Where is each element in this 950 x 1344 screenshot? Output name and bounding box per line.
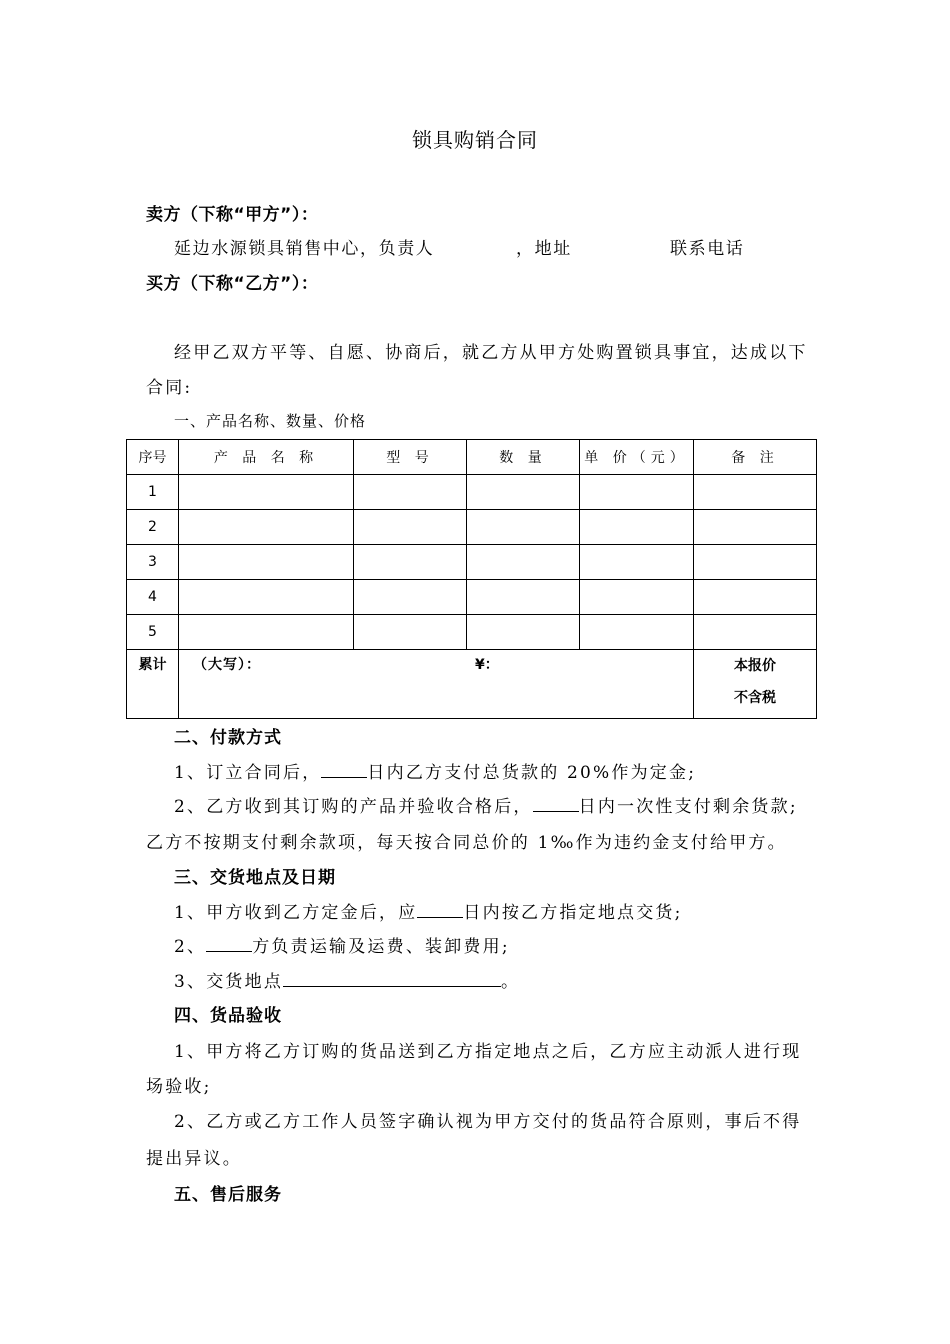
total-amount-cell[interactable] — [179, 650, 694, 719]
header-index: 序号 — [127, 440, 179, 475]
tax-remark-line-2: 不含税 — [734, 690, 776, 706]
header-unit-price: 单 价（元） — [580, 440, 694, 475]
table-row — [127, 475, 817, 510]
party-blank[interactable] — [206, 937, 252, 952]
header-remark: 备 注 — [694, 440, 817, 475]
intro-line-2: 合同: — [146, 378, 193, 398]
section-3-item-1-suffix: 日内按乙方指定地点交货; — [463, 903, 683, 923]
cell-unit-price[interactable] — [580, 615, 694, 650]
cell-model[interactable] — [354, 510, 467, 545]
seller-phone-label: 联系电话 — [670, 239, 745, 259]
cell-unit-price[interactable] — [580, 475, 694, 510]
section-4-heading: 四、货品验收 — [174, 1006, 282, 1026]
section-3-item-3 — [174, 967, 520, 992]
seller-name: 延边水源锁具销售中心，负责人 — [174, 239, 435, 259]
header-product-name: 产 品 名 称 — [179, 440, 354, 475]
days-blank[interactable] — [321, 763, 367, 778]
section-3-item-2-suffix: 方负责运输及运费、装卸费用; — [252, 937, 510, 957]
cell-remark[interactable] — [694, 545, 817, 580]
section-2-item-1 — [174, 758, 696, 783]
cell-product-name[interactable] — [179, 545, 354, 580]
cell-unit-price[interactable] — [580, 545, 694, 580]
days-blank[interactable] — [533, 797, 579, 812]
yen-amount-label: ¥： — [475, 657, 499, 673]
row-index: 5 — [127, 615, 179, 650]
cell-remark[interactable] — [694, 580, 817, 615]
cell-quantity[interactable] — [467, 580, 580, 615]
cell-model[interactable] — [354, 580, 467, 615]
row-index: 1 — [127, 475, 179, 510]
row-index: 2 — [127, 510, 179, 545]
uppercase-amount-label: （大写）： — [193, 657, 261, 673]
cell-model[interactable] — [354, 615, 467, 650]
tax-remark — [694, 650, 817, 719]
section-2-heading: 二、付款方式 — [174, 728, 282, 748]
tax-remark-line-1: 本报价 — [734, 658, 776, 674]
cell-product-name[interactable] — [179, 510, 354, 545]
section-2-item-2-prefix: 2、乙方收到其订购的产品并验收合格后， — [174, 797, 533, 817]
table-row — [127, 580, 817, 615]
section-2-item-2-line-2: 乙方不按期支付剩余款项，每天按合同总价的 1‰作为违约金支付给甲方。 — [146, 833, 787, 853]
table-row — [127, 545, 817, 580]
cell-product-name[interactable] — [179, 580, 354, 615]
section-4-item-1-line-2: 场验收; — [146, 1077, 212, 1097]
row-index: 4 — [127, 580, 179, 615]
header-model: 型 号 — [354, 440, 467, 475]
cell-remark[interactable] — [694, 615, 817, 650]
section-1-heading: 一、产品名称、数量、价格 — [174, 412, 367, 430]
table-row — [127, 510, 817, 545]
days-blank[interactable] — [417, 903, 463, 918]
table-total-row — [127, 650, 817, 719]
cell-unit-price[interactable] — [580, 580, 694, 615]
total-label: 累计 — [127, 650, 179, 719]
section-4-item-1-line-1: 1、甲方将乙方订购的货品送到乙方指定地点之后，乙方应主动派人进行现 — [174, 1042, 802, 1062]
section-4-item-2-line-1: 2、乙方或乙方工作人员签字确认视为甲方交付的货品符合原则，事后不得 — [174, 1112, 802, 1132]
section-2-item-1-suffix: 日内乙方支付总货款的 20%作为定金; — [367, 763, 697, 783]
section-3-item-3-suffix: 。 — [501, 972, 521, 992]
cell-unit-price[interactable] — [580, 510, 694, 545]
seller-label: 卖方（下称“甲方”）： — [146, 205, 319, 225]
section-3-item-1 — [174, 898, 683, 923]
document-title: 锁具购销合同 — [412, 128, 538, 152]
cell-product-name[interactable] — [179, 475, 354, 510]
cell-remark[interactable] — [694, 510, 817, 545]
cell-quantity[interactable] — [467, 615, 580, 650]
buyer-label: 买方（下称“乙方”）： — [146, 274, 319, 294]
section-4-item-2-line-2: 提出异议。 — [146, 1149, 242, 1169]
cell-model[interactable] — [354, 475, 467, 510]
cell-model[interactable] — [354, 545, 467, 580]
section-3-item-2 — [174, 932, 510, 957]
table-header-row — [127, 440, 817, 475]
section-3-item-3-prefix: 3、交货地点 — [174, 972, 284, 992]
cell-quantity[interactable] — [467, 510, 580, 545]
intro-line-1: 经甲乙双方平等、自愿、协商后，就乙方从甲方处购置锁具事宜，达成以下 — [174, 343, 808, 363]
delivery-location-blank[interactable] — [283, 972, 501, 987]
table-row — [127, 615, 817, 650]
header-quantity: 数 量 — [467, 440, 580, 475]
section-2-item-2-suffix: 日内一次性支付剩余货款; — [578, 797, 798, 817]
section-2-item-2 — [174, 792, 798, 817]
cell-remark[interactable] — [694, 475, 817, 510]
section-3-heading: 三、交货地点及日期 — [174, 868, 336, 888]
section-5-heading: 五、售后服务 — [174, 1185, 282, 1205]
row-index: 3 — [127, 545, 179, 580]
section-3-item-2-prefix: 2、 — [174, 937, 207, 957]
cell-quantity[interactable] — [467, 475, 580, 510]
seller-address-label: ，地址 — [516, 239, 572, 259]
section-3-item-1-prefix: 1、甲方收到乙方定金后，应 — [174, 903, 418, 923]
cell-product-name[interactable] — [179, 615, 354, 650]
cell-quantity[interactable] — [467, 545, 580, 580]
section-2-item-1-prefix: 1、订立合同后， — [174, 763, 322, 783]
product-table — [126, 439, 817, 719]
